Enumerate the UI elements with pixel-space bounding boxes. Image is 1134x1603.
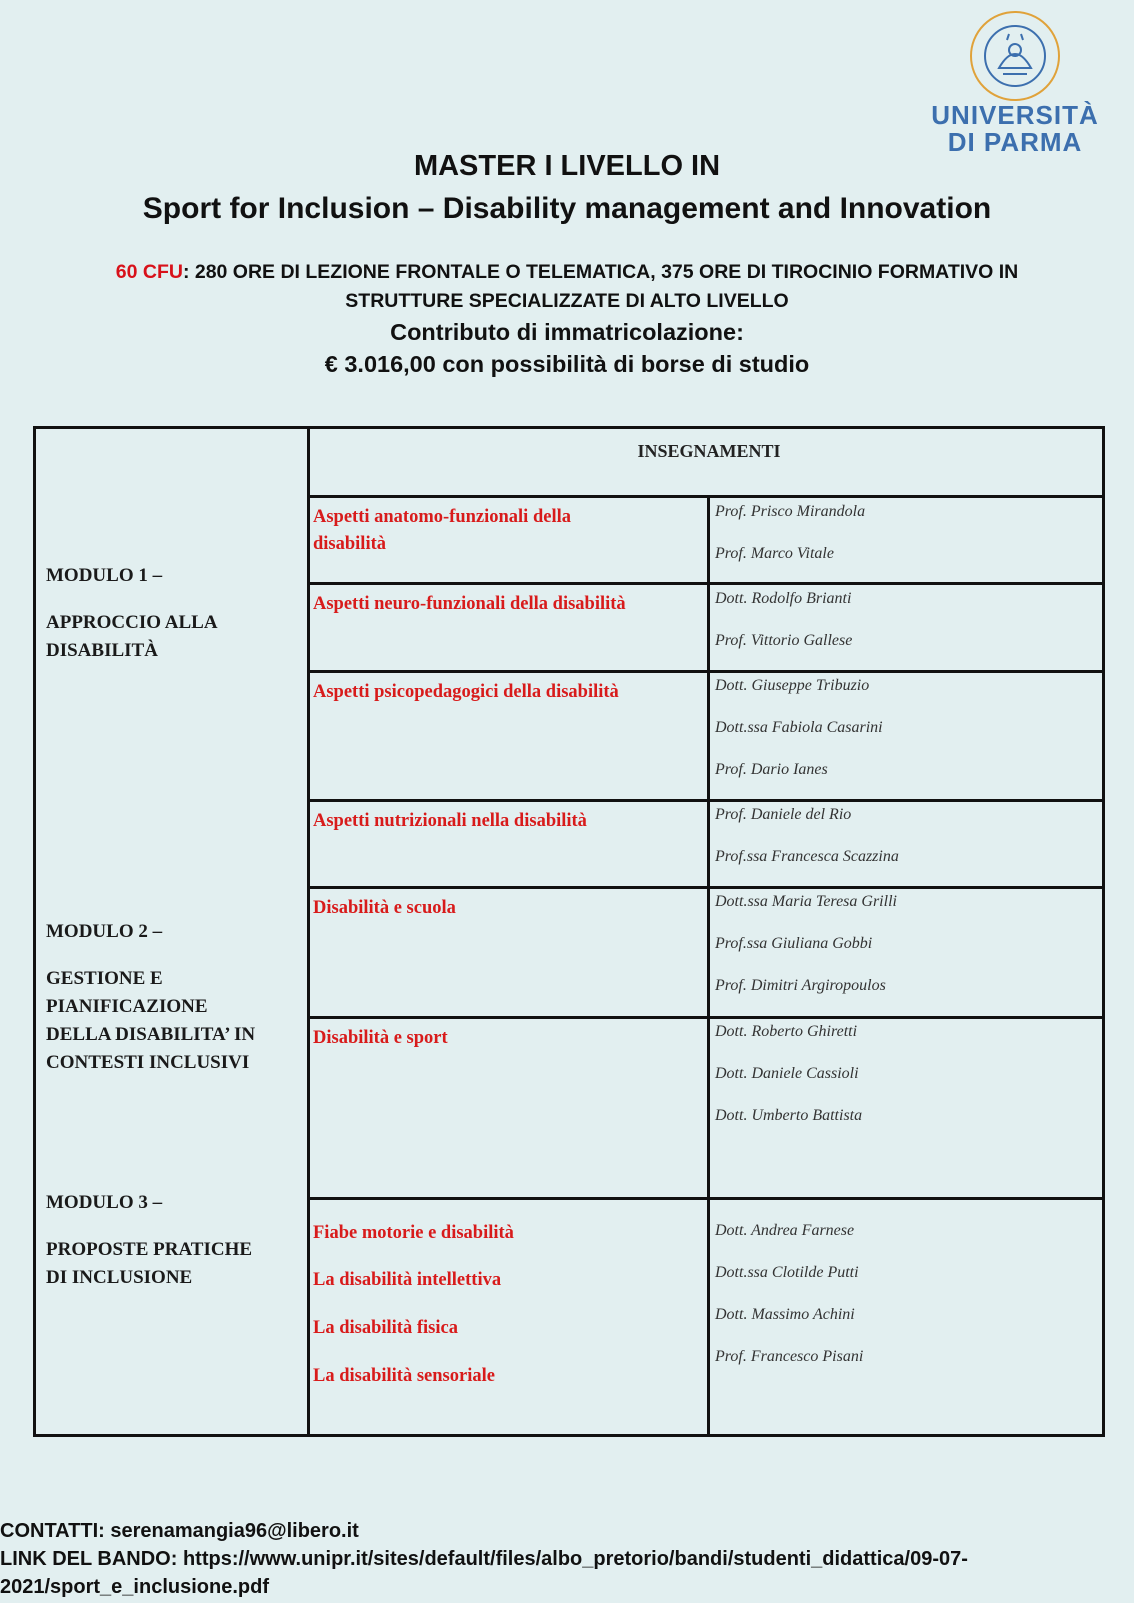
- module-1-desc-line2: DISABILITÀ: [46, 640, 158, 661]
- cfu-label: 60 CFU: [115, 261, 183, 283]
- hours-part2: STRUTTURE SPECIALIZZATE DI ALTO LIVELLO: [345, 290, 789, 312]
- module-2-desc-line3: DELLA DISABILITA’ IN: [46, 1024, 256, 1045]
- professor: Dott. Rodolfo Brianti: [715, 590, 852, 607]
- hours-info: [40, 258, 1094, 316]
- course-fiabe-motorie: Fiabe motorie e disabilità: [313, 1223, 514, 1243]
- professor: Dott.ssa Fabiola Casarini: [715, 719, 883, 736]
- professor: Dott.ssa Clotilde Putti: [715, 1264, 859, 1281]
- fee-label: Contributo di immatricolazione:: [390, 319, 744, 345]
- course-sport: Disabilità e sport: [313, 1028, 448, 1048]
- page-subtitle: Sport for Inclusion – Disability management and Innovation: [142, 192, 992, 225]
- bando-link-line1[interactable]: LINK DEL BANDO: https://www.unipr.it/sites/default/files/albo_pretorio/bandi/studenti_didattica/09-07-: [0, 1548, 968, 1570]
- module-1-desc-line1: APPROCCIO ALLA: [46, 612, 218, 633]
- course-scuola: Disabilità e scuola: [313, 898, 456, 918]
- module-1-name: MODULO 1 –: [46, 565, 163, 586]
- module-3-name: MODULO 3 –: [46, 1192, 163, 1213]
- module-3-desc-line2: DI INCLUSIONE: [46, 1267, 193, 1288]
- university-name-line1: UNIVERSITÀ: [931, 100, 1099, 130]
- module-2-desc-line1: GESTIONE E: [46, 968, 163, 989]
- page-title: MASTER I LIVELLO IN: [413, 150, 721, 182]
- course-neuro-funzionali: Aspetti neuro-funzionali della disabilità: [313, 594, 626, 614]
- table-header: INSEGNAMENTI: [637, 441, 781, 461]
- contacts: CONTATTI: serenamangia96@libero.it: [0, 1520, 359, 1542]
- professor: Dott. Roberto Ghiretti: [715, 1023, 858, 1040]
- module-2-desc-line2: PIANIFICAZIONE: [46, 996, 208, 1017]
- university-seal-icon: [969, 10, 1061, 102]
- course-psicopedagogici: Aspetti psicopedagogici della disabilità: [313, 682, 619, 702]
- professor: Prof. Vittorio Gallese: [715, 632, 853, 649]
- professor: Prof. Daniele del Rio: [715, 806, 852, 823]
- fee-value: € 3.016,00 con possibilità di borse di studio: [324, 351, 810, 377]
- university-logo: [930, 10, 1100, 156]
- courses-table: [33, 426, 1105, 1437]
- professor: Prof.ssa Giuliana Gobbi: [715, 935, 873, 952]
- professor: Prof. Francesco Pisani: [715, 1348, 864, 1365]
- course-nutrizionali: Aspetti nutrizionali nella disabilità: [313, 811, 587, 831]
- professor: Dott. Umberto Battista: [715, 1107, 863, 1124]
- course-fisica: La disabilità fisica: [313, 1318, 458, 1338]
- professor: Dott.ssa Maria Teresa Grilli: [715, 893, 897, 910]
- module-3-desc-line1: PROPOSTE PRATICHE: [46, 1239, 253, 1260]
- course-anatomo-funzionali: [313, 504, 693, 558]
- hours-part1: : 280 ORE DI LEZIONE FRONTALE O TELEMATICA, 375 ORE DI TIROCINIO FORMATIVO IN: [182, 261, 1019, 283]
- course-line: Aspetti anatomo-funzionali della: [313, 507, 571, 527]
- professor: Dott. Massimo Achini: [715, 1306, 855, 1323]
- professor: Prof. Dario Ianes: [715, 761, 828, 778]
- professor: Dott. Giuseppe Tribuzio: [715, 677, 870, 694]
- module-3-desc: [46, 1236, 252, 1292]
- professor: Prof. Dimitri Argiropoulos: [715, 977, 886, 994]
- professor: Prof. Marco Vitale: [715, 545, 834, 562]
- university-name-line2: DI PARMA: [947, 127, 1083, 157]
- module-2-name: MODULO 2 –: [46, 921, 163, 942]
- professor: Prof.ssa Francesca Scazzina: [715, 848, 899, 865]
- professor: Dott. Andrea Farnese: [715, 1222, 855, 1239]
- bando-link-line2[interactable]: 2021/sport_e_inclusione.pdf: [0, 1576, 269, 1598]
- course-sensoriale: La disabilità sensoriale: [313, 1366, 495, 1386]
- professor: Prof. Prisco Mirandola: [715, 503, 866, 520]
- module-2-desc-line4: CONTESTI INCLUSIVI: [46, 1052, 250, 1073]
- course-intellettiva: La disabilità intellettiva: [313, 1270, 502, 1290]
- professor: Dott. Daniele Cassioli: [715, 1065, 859, 1082]
- module-2-desc: [46, 965, 255, 1077]
- module-1-desc: [46, 609, 218, 665]
- course-line: disabilità: [313, 534, 386, 554]
- fee-info: [0, 316, 1134, 380]
